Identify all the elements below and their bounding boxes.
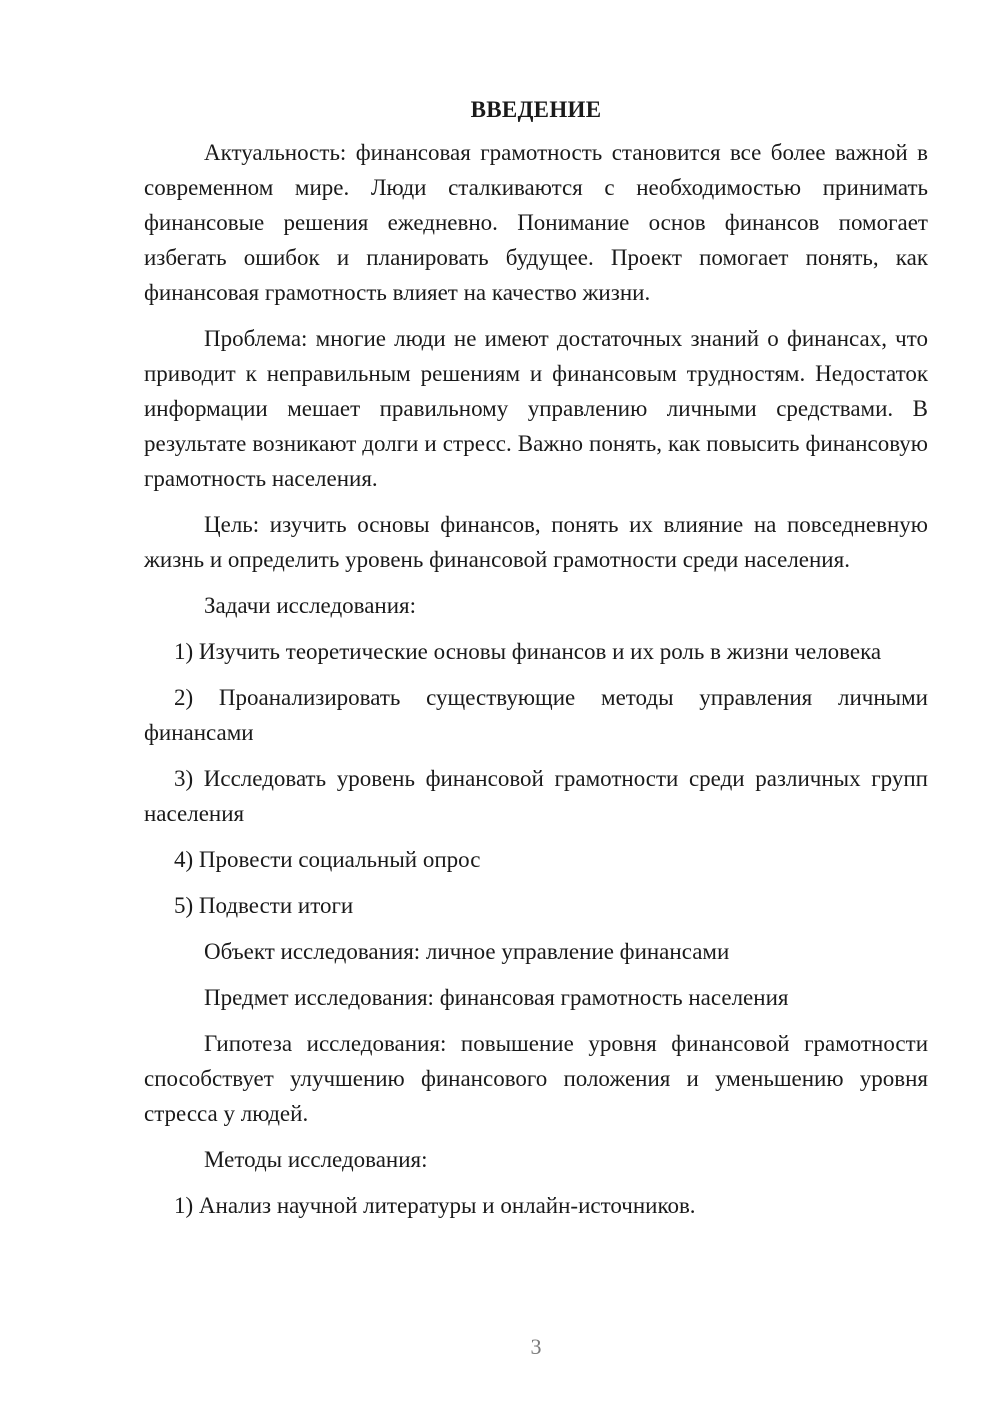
page-title: ВВЕДЕНИЕ	[470, 97, 602, 122]
task-item: 1) Изучить теоретические основы финансов и их роль в жизни человека	[174, 639, 882, 664]
paragraph-relevance: Актуальность: финансовая грамотность становится все более важной в современном мире. Люди сталкиваются с необходимостью принимать финансовые решения ежедневно. Понимание основ финансов помогает избегать ошибок и планировать будущее. Проект помогает понять, как финансовая грамотность влияет на качество жизни.	[144, 140, 928, 305]
method-item: 1) Анализ научной литературы и онлайн-источников.	[174, 1193, 696, 1218]
task-item: 2) Проанализировать существующие методы управления личными финансами	[144, 685, 928, 745]
paragraph-goal: Цель: изучить основы финансов, понять их влияние на повседневную жизнь и определить уровень финансовой грамотности среди населения.	[144, 512, 928, 572]
task-item: 4) Провести социальный опрос	[174, 847, 481, 872]
page-content	[144, 92, 928, 1234]
methods-heading: Методы исследования:	[204, 1147, 428, 1172]
task-item: 3) Исследовать уровень финансовой грамотности среди различных групп населения	[144, 766, 928, 826]
paragraph-object: Объект исследования: личное управление финансами	[204, 939, 730, 964]
page-number: 3	[530, 1334, 542, 1359]
tasks-heading: Задачи исследования:	[204, 593, 417, 618]
task-item: 5) Подвести итоги	[174, 893, 354, 918]
paragraph-problem: Проблема: многие люди не имеют достаточных знаний о финансах, что приводит к неправильным решениям и финансовым трудностям. Недостаток информации мешает правильному управлению личными средствами. В результате возникают долги и стресс. Важно понять, как повысить финансовую грамотность населения.	[144, 326, 928, 491]
paragraph-hypothesis: Гипотеза исследования: повышение уровня финансовой грамотности способствует улучшению финансового положения и уменьшению уровня стресса у людей.	[144, 1031, 928, 1126]
paragraph-subject: Предмет исследования: финансовая грамотность населения	[204, 985, 789, 1010]
